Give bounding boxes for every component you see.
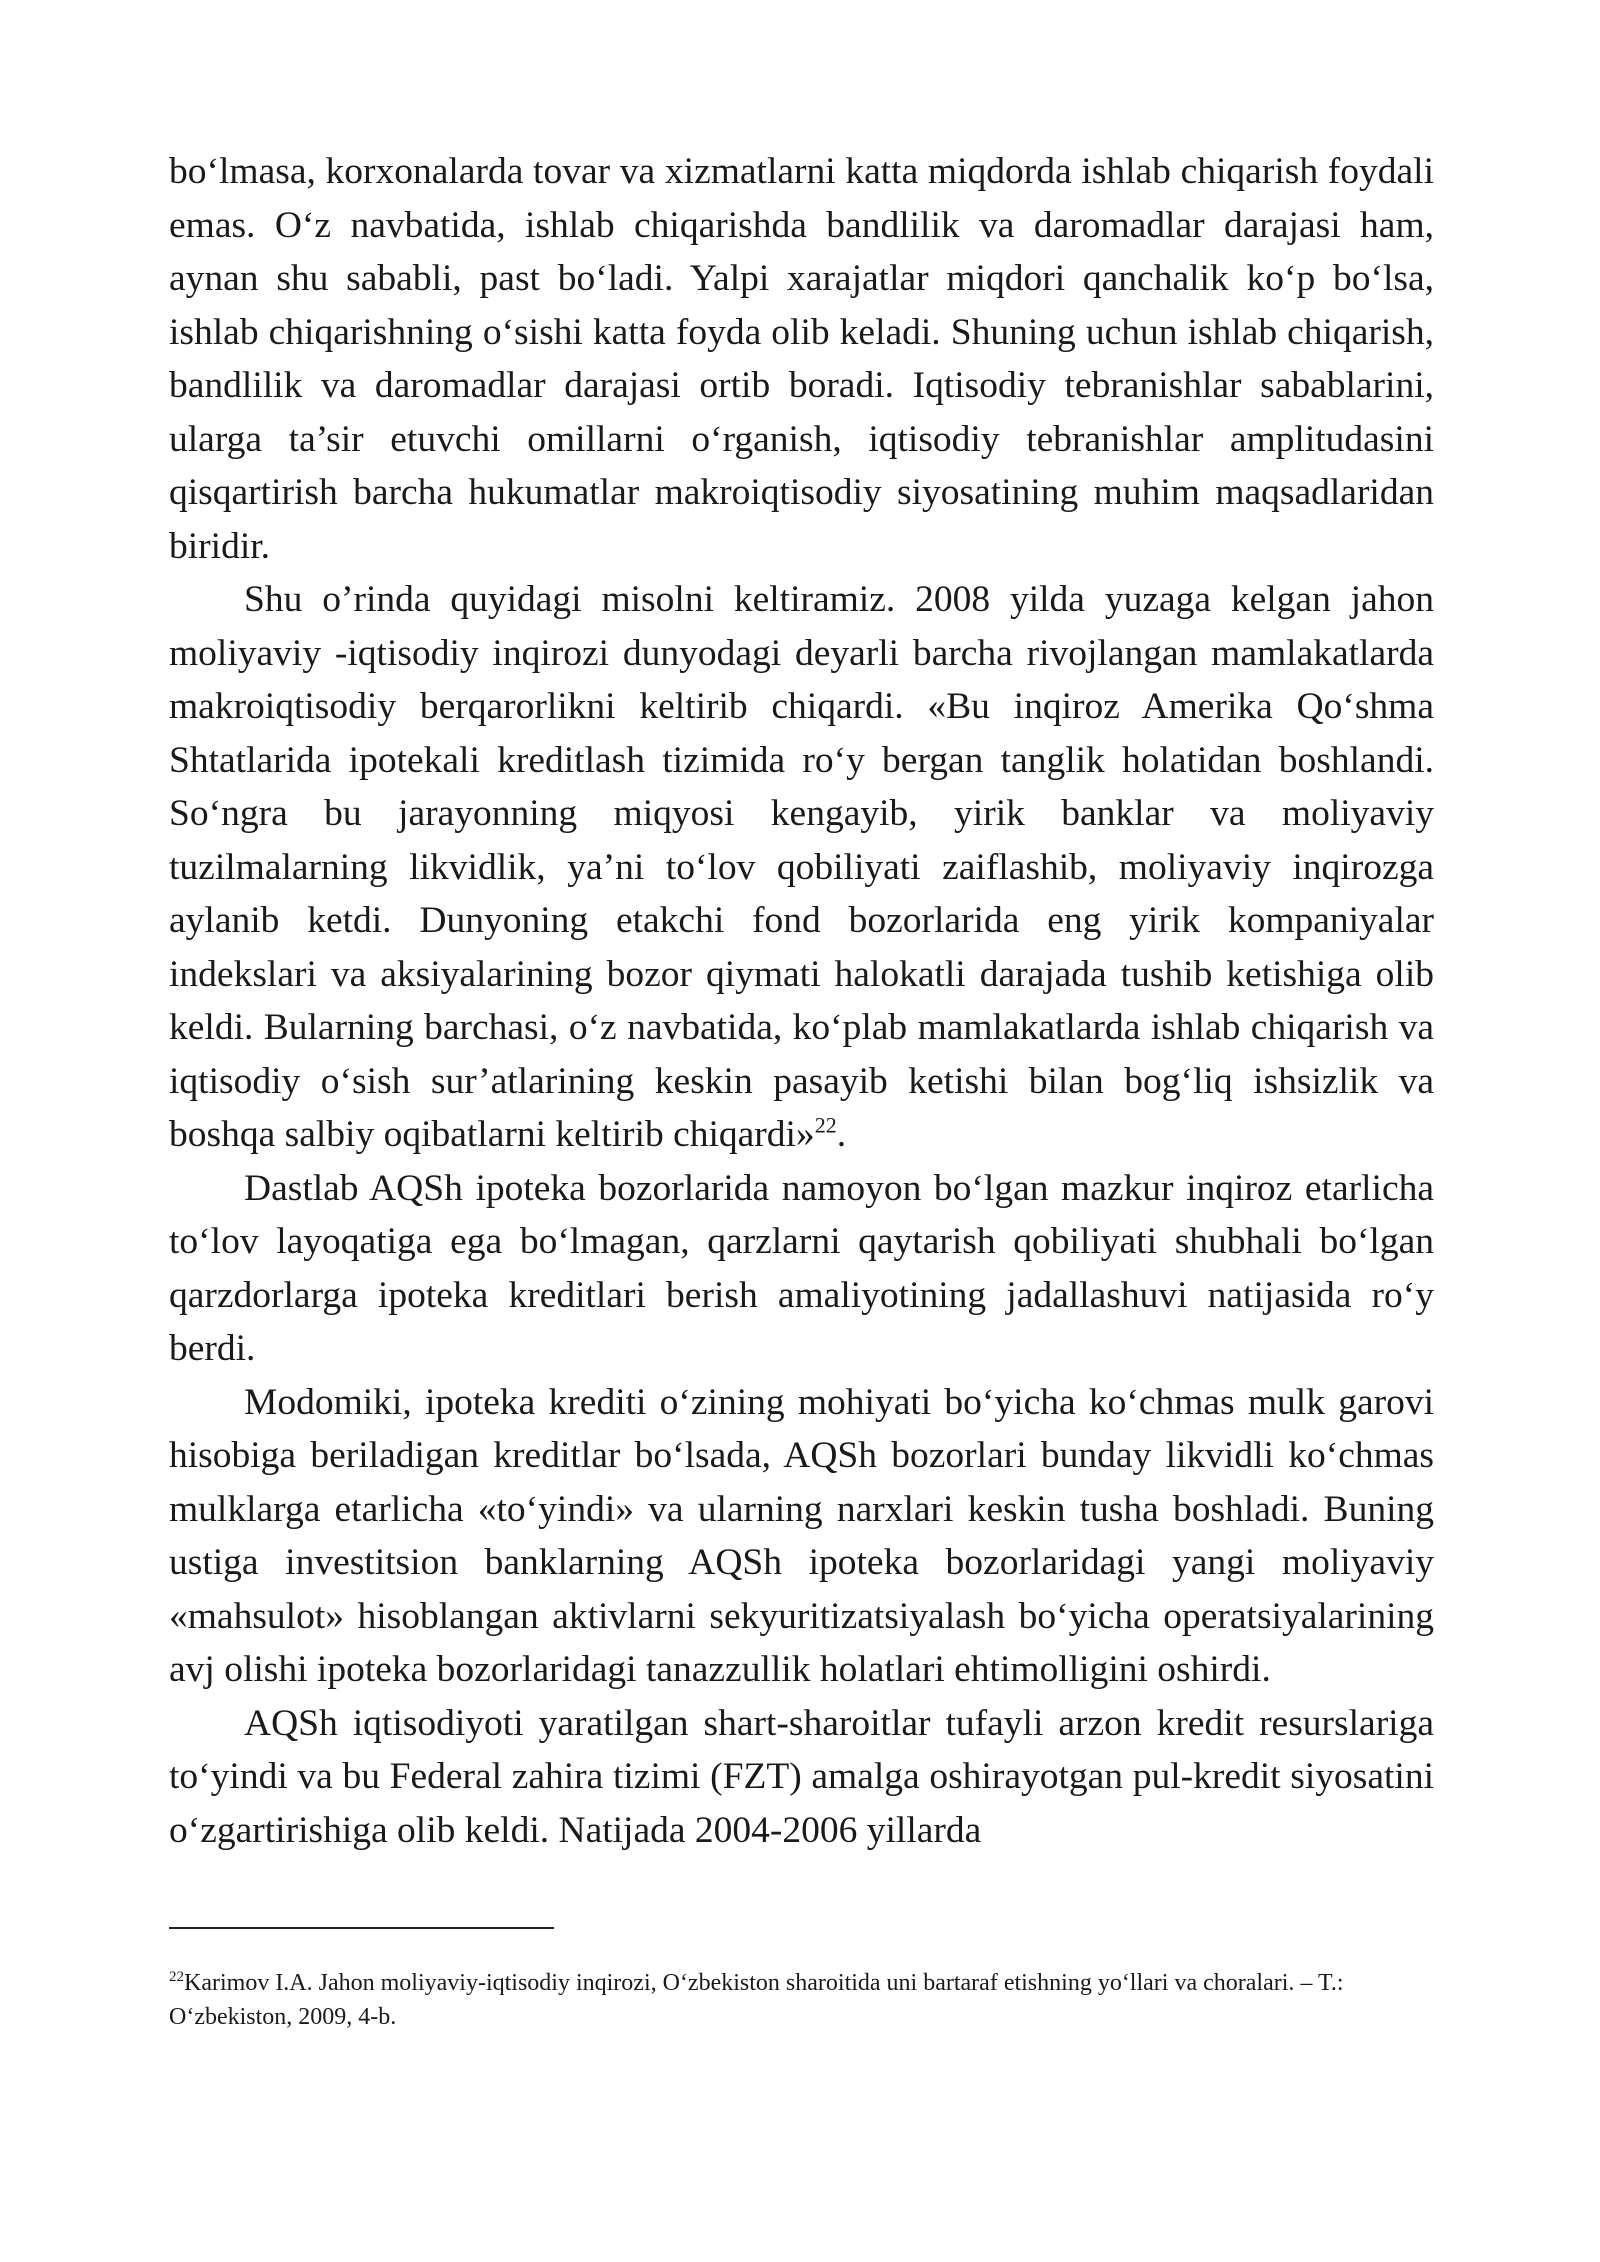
paragraph-text: Dastlab AQSh ipoteka bozorlarida namoyon bo‘lgan mazkur inqiroz etarlicha to‘lov layoqatiga ega bo‘lmagan, qarzlarni qaytarish qobiliyati shubhali bo‘lgan qarzdorlarga ipoteka kreditlari berish amaliyotining jadallashuvi natijasida ro‘y berdi. xyxy=(169,1167,1434,1369)
paragraph-2 xyxy=(169,573,1434,1162)
paragraph-text-end: . xyxy=(836,1114,847,1155)
footnote-divider xyxy=(169,1927,554,1929)
paragraph-4 xyxy=(169,1376,1434,1697)
paragraph-5 xyxy=(169,1697,1434,1858)
paragraph-text: bo‘lmasa, korxonalarda tovar va xizmatlarni katta miqdorda ishlab chiqarish foydali emas. O‘z navbatida, ishlab chiqarishda bandlilik va daromadlar darajasi ham, aynan shu sababli, past bo‘ladi. Yalpi xarajatlar miqdori qanchalik ko‘p bo‘lsa, ishlab chiqarishning o‘sishi katta foyda olib keladi. Shuning uchun ishlab chiqarish, bandlilik va daromadlar darajasi ortib boradi. Iqtisodiy tebranishlar sabablarini, ularga ta’sir etuvchi omillarni o‘rganish, iqtisodiy tebranishlar amplitudasini qisqartirish barcha hukumatlar makroiqtisodiy siyosatining muhim maqsadlaridan biridir. xyxy=(169,151,1434,567)
paragraph-1 xyxy=(169,145,1434,573)
footnote xyxy=(169,1966,1434,2034)
paragraph-text: AQSh iqtisodiyoti yaratilgan shart-sharoitlar tufayli arzon kredit resurslariga to‘yindi va bu Federal zahira tizimi (FZT) amalga oshirayotgan pul-kredit siyosatini o‘zgartirishiga olib keldi. Natijada 2004-2006 yillarda xyxy=(169,1702,1434,1851)
footnote-text: Karimov I.A. Jahon moliyaviy-iqtisodiy inqirozi, O‘zbekiston sharoitida uni bartaraf etishning yo‘llari va choralari. – T.: O‘zbekiston, 2009, 4-b. xyxy=(169,1970,1344,2030)
footnote-reference[interactable]: 22 xyxy=(814,1112,837,1138)
paragraph-3 xyxy=(169,1162,1434,1376)
page-body xyxy=(169,145,1434,1857)
footnote-number: 22 xyxy=(169,1969,184,1985)
paragraph-text: Shu o’rinda quyidagi misolni keltiramiz. 2008 yilda yuzaga kelgan jahon moliyaviy -iqtisodiy inqirozi dunyodagi deyarli barcha rivojlangan mamlakatlarda makroiqtisodiy berqarorlikni keltirib chiqardi. «Bu inqiroz Amerika Qo‘shma Shtatlarida ipotekali kreditlash tizimida ro‘y bergan tanglik holatidan boshlandi. So‘ngra bu jarayonning miqyosi kengayib, yirik banklar va moliyaviy tuzilmalarning likvidlik, ya’ni to‘lov qobiliyati zaiflashib, moliyaviy inqirozga aylanib ketdi. Dunyoning etakchi fond bozorlarida eng yirik kompaniyalar indekslari va aksiyalarining bozor qiymati halokatli darajada tushib ketishiga olib keldi. Bularning barchasi, o‘z navbatida, ko‘plab mamlakatlarda ishlab chiqarish va iqtisodiy o‘sish sur’atlarining keskin pasayib ketishi bilan bog‘liq ishsizlik va boshqa salbiy oqibatlarni keltirib chiqardi» xyxy=(169,579,1434,1155)
paragraph-text: Modomiki, ipoteka krediti o‘zining mohiyati bo‘yicha ko‘chmas mulk garovi hisobiga beriladigan kreditlar bo‘lsada, AQSh bozorlari bunday likvidli ko‘chmas mulklarga etarlicha «to‘yindi» va ularning narxlari keskin tusha boshladi. Buning ustiga investitsion banklarning AQSh ipoteka bozorlaridagi yangi moliyaviy «mahsulot» hisoblangan aktivlarni sekyuritizatsiyalash bo‘yicha operatsiyalarining avj olishi ipoteka bozorlaridagi tanazzullik holatlari ehtimolligini oshirdi. xyxy=(169,1381,1434,1690)
